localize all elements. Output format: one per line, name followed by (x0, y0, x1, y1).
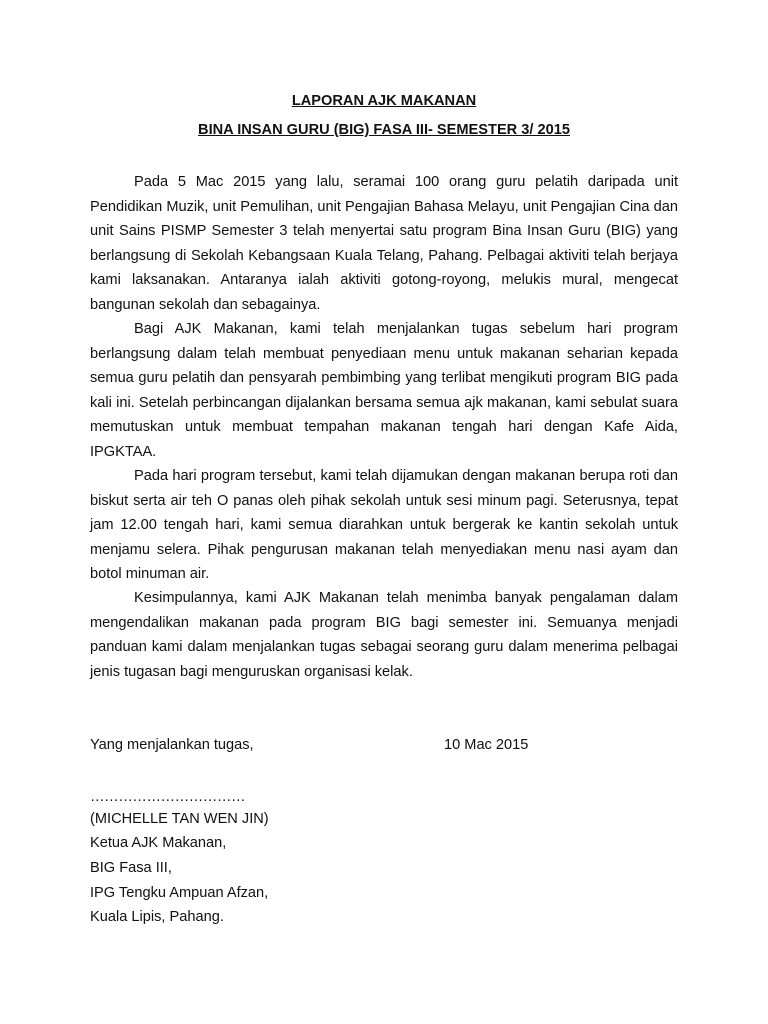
signatory-name: (MICHELLE TAN WEN JIN) (90, 811, 269, 827)
document-title: LAPORAN AJK MAKANAN (291, 93, 477, 109)
signatory-institution: IPG Tengku Ampuan Afzan, (90, 885, 269, 901)
paragraph: Pada 5 Mac 2015 yang lalu, seramai 100 orang guru pelatih daripada unit Pendidikan Muzik, unit Pemulihan, unit Pengajian Bahasa Melayu, unit Pengajian Cina dan unit Sains PISMP Semester 3 telah menyertai satu program Bina Insan Guru (BIG) yang berlangsung di Sekolah Kebangsaan Kuala Telang, Pahang. Pelbagai aktiviti telah berjaya kami laksanakan. Antaranya ialah aktiviti gotong-royong, melukis mural, mengecat bangunan sekolah dan sebagainya. (90, 174, 678, 313)
closing-text: Yang menjalankan tugas, (90, 737, 254, 753)
signatory-program: BIG Fasa III, (90, 860, 172, 876)
signatory-role: Ketua AJK Makanan, (90, 835, 227, 851)
signature-line: …………………………… (90, 789, 246, 805)
paragraph: Pada hari program tersebut, kami telah dijamukan dengan makanan berupa roti dan biskut serta air teh O panas oleh pihak sekolah untuk sesi minum pagi. Seterusnya, tepat jam 12.00 tengah hari, kami semua diarahkan untuk bergerak ke kantin sekolah untuk menjamu selera. Pihak pengurusan makanan telah menyediakan menu nasi ayam dan botol minuman air. (90, 468, 678, 583)
paragraph: Bagi AJK Makanan, kami telah menjalankan tugas sebelum hari program berlangsung dalam telah membuat penyediaan menu untuk makanan seharian kepada semua guru pelatih dan pensyarah pembimbing yang terlibat mengikuti program BIG pada kali ini. Setelah perbincangan dijalankan bersama semua ajk makanan, kami sebulat suara memutuskan untuk membuat tempahan makanan tengah hari dengan Kafe Aida, IPGKTAA. (90, 321, 678, 460)
document-subtitle: BINA INSAN GURU (BIG) FASA III- SEMESTER 3/ 2015 (198, 122, 570, 138)
paragraph: Kesimpulannya, kami AJK Makanan telah menimba banyak pengalaman dalam mengendalikan makanan pada program BIG bagi semester ini. Semuanya menjadi panduan kami dalam menjalankan tugas sebagai seorang guru dalam menerima pelbagai jenis tugasan bagi menguruskan organisasi kelak. (90, 590, 678, 680)
signatory-location: Kuala Lipis, Pahang. (90, 909, 224, 925)
report-date: 10 Mac 2015 (444, 737, 529, 753)
